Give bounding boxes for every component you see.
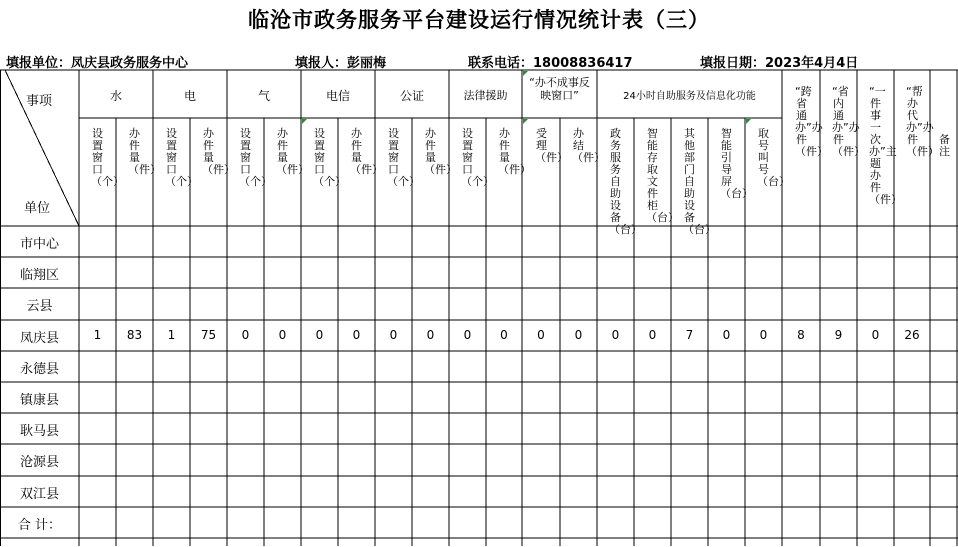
cell-mark [746, 119, 751, 124]
note-header: 备注 [939, 133, 950, 158]
row-unit-label: 合 计： [17, 518, 62, 533]
sub-header: 其他部门自助设备（台） [683, 127, 716, 236]
data-cell: 0 [648, 328, 657, 342]
sub-header: 办件量（件） [202, 127, 235, 176]
data-cell: 9 [834, 328, 843, 342]
data-cell: 0 [278, 328, 287, 342]
tail-header: “一件事一次办”主题办件（件） [869, 85, 902, 206]
row-unit-label: 市中心 [19, 237, 59, 252]
sub-header: 政务服务自助设备（台） [609, 127, 642, 236]
meta-person: 填报人：彭丽梅 [295, 56, 387, 71]
sub-header: 设置窗口（个） [239, 127, 272, 188]
data-cell: 0 [722, 328, 731, 342]
data-cell: 7 [685, 328, 694, 342]
data-cell: 83 [126, 328, 143, 342]
row-unit-label: 沧源县 [19, 455, 59, 470]
group-header: 气 [257, 89, 270, 103]
sub-header: 办件量（件） [498, 127, 531, 176]
group-header: 电 [183, 89, 196, 103]
data-cell: 0 [500, 328, 508, 342]
meta-date: 填报日期：2023年4月4日 [700, 56, 859, 71]
row-unit-label: 双江县 [19, 487, 59, 502]
cell-mark [523, 71, 528, 76]
data-cell: 0 [426, 328, 435, 342]
meta-phone: 联系电话：18008836417 [468, 56, 633, 71]
sub-header: 办件量（件） [350, 127, 383, 176]
data-cell: 75 [200, 328, 217, 342]
tail-header: “跨省通办”办件（件） [795, 85, 828, 158]
data-cell: 0 [389, 328, 398, 342]
sub-header: 办件量（件） [424, 127, 457, 176]
data-cell: 0 [463, 328, 472, 342]
sub-header: 取号叫号（台） [757, 127, 790, 188]
group-header: 24小时自助服务及信息化功能 [623, 91, 756, 102]
sub-header: 办件量（件） [128, 127, 161, 176]
row-unit-label: 临翔区 [19, 268, 59, 283]
sub-header: 设置窗口（个） [313, 127, 346, 188]
meta-unit: 填报单位：凤庆县政务服务中心 [6, 56, 189, 71]
data-cell: 0 [759, 328, 768, 342]
data-cell: 0 [574, 328, 583, 342]
corner-top-label: 事项 [26, 94, 53, 109]
sub-header: 办件量（件） [276, 127, 309, 176]
data-cell: 0 [611, 328, 620, 342]
corner-bottom-label: 单位 [24, 201, 51, 216]
sub-header: 设置窗口（个） [387, 127, 420, 188]
data-cell: 1 [93, 328, 102, 342]
data-cell: 8 [797, 328, 805, 342]
data-cell: 0 [537, 328, 545, 342]
group-header: 法律援助 [463, 89, 508, 102]
group-header: 水 [109, 89, 122, 103]
data-cell: 1 [167, 328, 176, 342]
data-cell: 0 [315, 328, 324, 342]
data-cell: 26 [904, 328, 920, 342]
data-cell: 0 [241, 328, 250, 342]
row-unit-label: 镇康县 [19, 393, 59, 408]
data-cell: 0 [352, 328, 361, 342]
group-header: 电信 [325, 89, 350, 103]
row-unit-label: 耿马县 [19, 424, 59, 439]
page-title: 临沧市政务服务平台建设运行情况统计表（三） [248, 7, 710, 32]
row-unit-label: 永德县 [19, 362, 59, 377]
sub-header: 受理（件） [535, 127, 568, 164]
sub-header: 设置窗口（个） [91, 127, 124, 188]
data-cell: 0 [871, 328, 880, 342]
tail-header: “省内通办”办件（件） [832, 85, 865, 158]
sub-header: 办结（件） [572, 127, 605, 164]
cell-mark [302, 119, 307, 124]
sub-header: 智能存取文件柜（台） [646, 127, 679, 224]
sub-header: 智能引导屏（台） [720, 127, 753, 200]
cell-mark [523, 119, 528, 124]
group-header: “办不成事反映窗口” [529, 76, 590, 102]
row-unit-label: 凤庆县 [19, 331, 59, 346]
group-header: 公证 [399, 89, 424, 103]
tail-header: “帮办代办”办件（件） [906, 85, 939, 158]
row-unit-label: 云县 [26, 299, 53, 314]
sub-header: 设置窗口（个） [461, 127, 494, 188]
sub-header: 设置窗口（个） [165, 127, 198, 188]
